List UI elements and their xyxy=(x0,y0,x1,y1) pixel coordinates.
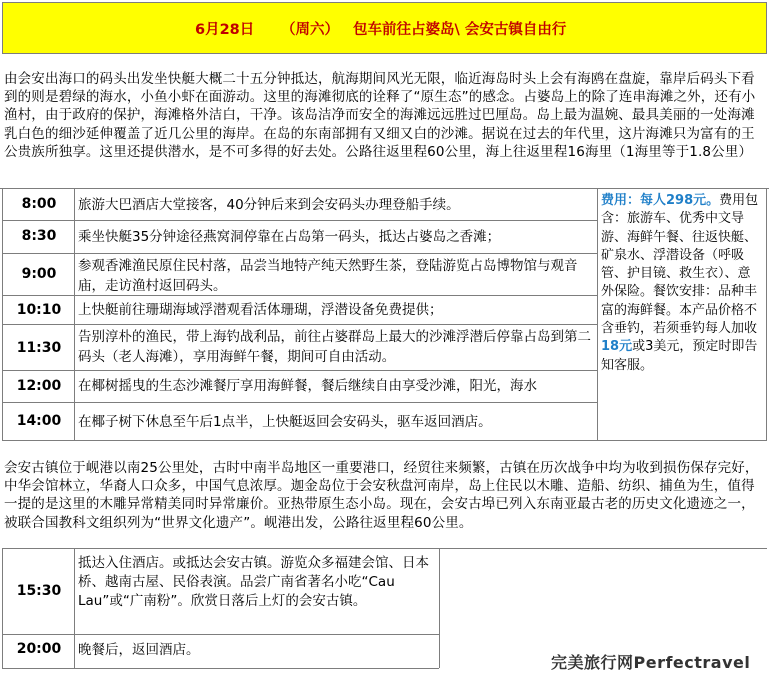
cham-island-description: 由会安出海口的码头出发坐快艇大概二十五分钟抵达，航海期间风光无限，临近海岛时头上会有海鸥在盘旋，靠岸后码头下看到的则是碧绿的海水，小鱼小虾在面游动。这里的海滩彻底的诠释了“原生态”的感念。占婆岛上的除了连串海滩之外，还有小渔村，由于政府的保护，海滩格外洁白，干净。该岛洁净而安全的海滩远远胜过巴厘岛。岛上最为温婉、最具美丽的一处海滩乳白色的细沙延伸覆盖了近几公里的海岸。在岛的东南部拥有又细又白的沙滩。据说在过去的年代里，这片海滩只为富有的王公贵族所独享。这里还提供潜水，是不可多得的好去处。公路往返里程60公里，海上往返里程16海里（1海里等于1.8公里） xyxy=(4,71,756,160)
divider xyxy=(2,253,597,254)
schedule-time: 10:10 xyxy=(16,302,62,318)
divider xyxy=(2,370,597,371)
day-header xyxy=(2,2,767,54)
day-date: 6月28日 xyxy=(195,22,255,38)
schedule-time: 12:00 xyxy=(16,378,62,394)
divider xyxy=(2,440,767,441)
brand-watermark: 完美旅行网Perfectravel xyxy=(551,653,751,672)
divider xyxy=(439,548,440,668)
divider xyxy=(74,188,75,440)
schedule-activity: 抵达入住酒店。或抵达会安古镇。游览众多福建会馆、日本桥、越南古屋、民俗表演。品尝广南省著名小吃“Cau Lau”或“广南粉”。欣赏日落后上灯的会安古镇。 xyxy=(78,555,429,609)
divider xyxy=(2,548,3,668)
schedule-activity: 在椰子树下休息至午后1点半，上快艇返回会安码头，驱车返回酒店。 xyxy=(78,414,492,430)
schedule-time: 15:30 xyxy=(16,583,62,599)
schedule-activity: 旅游大巴酒店大堂接客，40分钟后来到会安码头办理登船手续。 xyxy=(78,197,460,213)
divider xyxy=(2,548,767,549)
schedule-time: 11:30 xyxy=(16,340,62,356)
schedule-activity: 上快艇前往珊瑚海域浮潜观看活体珊瑚，浮潜设备免费提供； xyxy=(78,302,443,318)
schedule-activity: 在椰树摇曳的生态沙滩餐厅享用海鲜餐，餐后继续自由享受沙滩，阳光，海水 xyxy=(78,378,537,394)
divider xyxy=(2,402,597,403)
schedule-time: 20:00 xyxy=(16,641,62,657)
fee-note: 或3美元，预定时即告知客服。 xyxy=(601,339,758,373)
hoian-description: 会安古镇位于岘港以南25公里处，古时中南半岛地区一重要港口，经贸往来频繁，古镇在历次战争中均为收到损伤保存完好，中华会馆林立，华裔人口众多，中国气息浓厚。迦金岛位于会安秋盘河南岸，岛上住民以木雕、造船、纺织、捕鱼为生，值得一提的是这里的木雕异常精美同时异常廉价。亚热带原生态小岛。现在，会安古埠已列入东南亚最古老的历史文化遗迹之一，被联合国教科文组织列为“世界文化遗产”。岘港出发，公路往返里程60公里。 xyxy=(4,460,759,531)
schedule-activity: 乘坐快艇35分钟途径燕窝洞停靠在占岛第一码头，抵达占婆岛之香滩； xyxy=(78,229,501,245)
schedule-activity: 告别淳朴的渔民，带上海钓战利品，前往占婆群岛上最大的沙滩浮潜后停靠占岛到第二码头（老人海滩），享用海鲜午餐，期间可自由活动。 xyxy=(78,329,591,365)
divider xyxy=(74,548,75,668)
schedule-time: 14:00 xyxy=(16,413,62,429)
fishing-surcharge: 18元 xyxy=(601,339,633,355)
fee-price: 费用：每人298元。 xyxy=(601,193,720,208)
divider xyxy=(2,324,597,325)
schedule-time: 9:00 xyxy=(21,266,57,282)
schedule-activity: 晚餐后，返回酒店。 xyxy=(78,642,200,658)
schedule-time: 8:00 xyxy=(21,196,57,212)
schedule-time: 8:30 xyxy=(21,228,57,244)
divider xyxy=(766,188,767,440)
fee-info xyxy=(601,192,763,375)
divider xyxy=(2,220,597,221)
fee-details: 费用包含：旅游车、优秀中文导游、海鲜午餐、往返快艇、矿泉水、浮潜设备（呼吸管、护目镜、救生衣）、意外保险。餐饮安排：品种丰富的海鲜餐。本产品价格不含垂钓，若须垂钓每人加收 xyxy=(601,193,759,337)
divider xyxy=(2,634,439,635)
divider xyxy=(2,188,3,440)
schedule-activity: 参观香滩渔民原住民村落，品尝当地特产纯天然野生茶，登陆游览占岛博物馆与观音庙，走访渔村返回码头。 xyxy=(78,258,578,294)
divider xyxy=(2,668,439,669)
divider xyxy=(0,188,769,189)
day-weekday: （周六） xyxy=(281,22,339,38)
divider xyxy=(597,188,598,440)
day-title: 包车前往占婆岛\ 会安古镇自由行 xyxy=(353,22,567,38)
